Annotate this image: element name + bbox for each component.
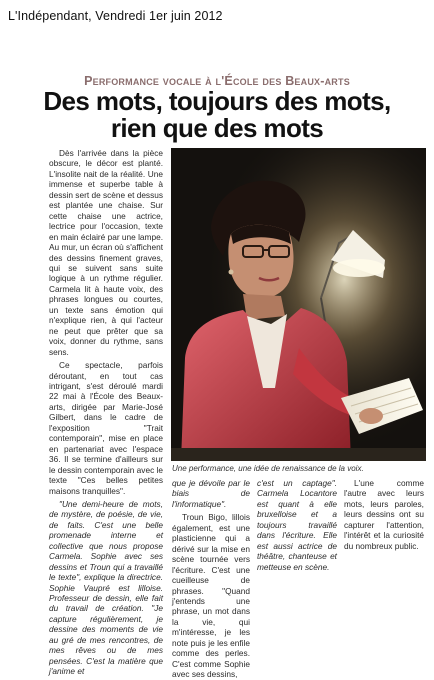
kicker: Performance vocale à l'École des Beaux-arts — [84, 74, 350, 88]
paragraph: Troun Bigo, lillois également, est une plasticienne qui a dérivé sur la mise en scène tournée vers l'écriture. C'est une cueilleuse de phrases. "Quand j'entends une phrase, un mot dans la vie, qui m'intéresse, je les note puis je les enfile comme des perles. C'est comme Sophie avec ses dessins, — [172, 512, 250, 680]
article-column-3 — [257, 478, 337, 608]
article-photo — [171, 148, 426, 461]
paragraph: "Une demi-heure de mots, de mystère, de poésie, de vie, de faits. C'est une belle promenade interne et collective que nous propose Carmela. Sophie avec ses dessins et Troun qui a travaillé le texte", explique la directrice. Sophie Vaupré est lilloise. Professeur de dessin, elle fait du travail de création. "Je capture régulièrement, je dessine des moments de vie au gré de mes rencontres, de mes rêves ou de mes pensées. C'est la matière que j'anime et — [49, 498, 163, 677]
paragraph: Dès l'arrivée dans la pièce obscure, le décor est planté. L'insolite nait de la réalité. Une immense et superbe table à dessin sert de scène et dessus est plantée une chaise. Sur cette chaise une actrice, lectrice pour l'occasion, texte en main éclairé par une lampe. Au mur, un écran où s'affichent des dessins finement graves, qui se suivent sans suite logique à un rythme régulier. Carmela lit à haute voix, des phrases longues ou courtes, un texte sans émotion qui n'explique rien, à qui l'acteur ne peut que prêter que sa voix, donner du rythme, sans sens. — [49, 148, 163, 357]
performer-image — [171, 148, 426, 461]
headline — [0, 88, 434, 142]
paragraph: c'est un captage". Carmela Locantore est quant à elle bruxelloise et a toujours travaillé dans l'écriture. Elle est aussi actrice de théâtre, chanteuse et metteuse en scène. — [257, 478, 337, 572]
headline-line-1: Des mots, toujours des mots, — [43, 86, 391, 116]
masthead-text: L'Indépendant, Vendredi 1er juin 2012 — [8, 9, 223, 23]
headline-line-2: rien que des mots — [110, 113, 324, 143]
paragraph: L'une comme l'autre avec leurs mots, leurs paroles, leurs dessins ont su capturer l'attention, l'intérêt et la curiosité du nombreux public. — [344, 478, 424, 551]
paragraph: Ce spectacle, parfois déroutant, en tout cas intrigant, s'est déroulé mardi 22 mai à l'École des Beaux-arts, dirigée par Marie-José Gilbert, dans le cadre de l'exposition "Trait contemporain", mise en place en partenariat avec l'espace 36. Il se termine d'ailleurs sur le dessin contemporain avec le texte "Ces belles petites maisons tranquilles". — [49, 360, 163, 496]
photo-caption: Une performance, une idée de renaissance de la voix. — [172, 464, 364, 473]
article-column-4 — [344, 478, 424, 608]
article-column-1 — [49, 148, 163, 677]
article-column-2 — [172, 478, 250, 680]
paragraph: que je dévoile par le biais de l'informatique". — [172, 478, 250, 509]
masthead — [8, 9, 223, 23]
